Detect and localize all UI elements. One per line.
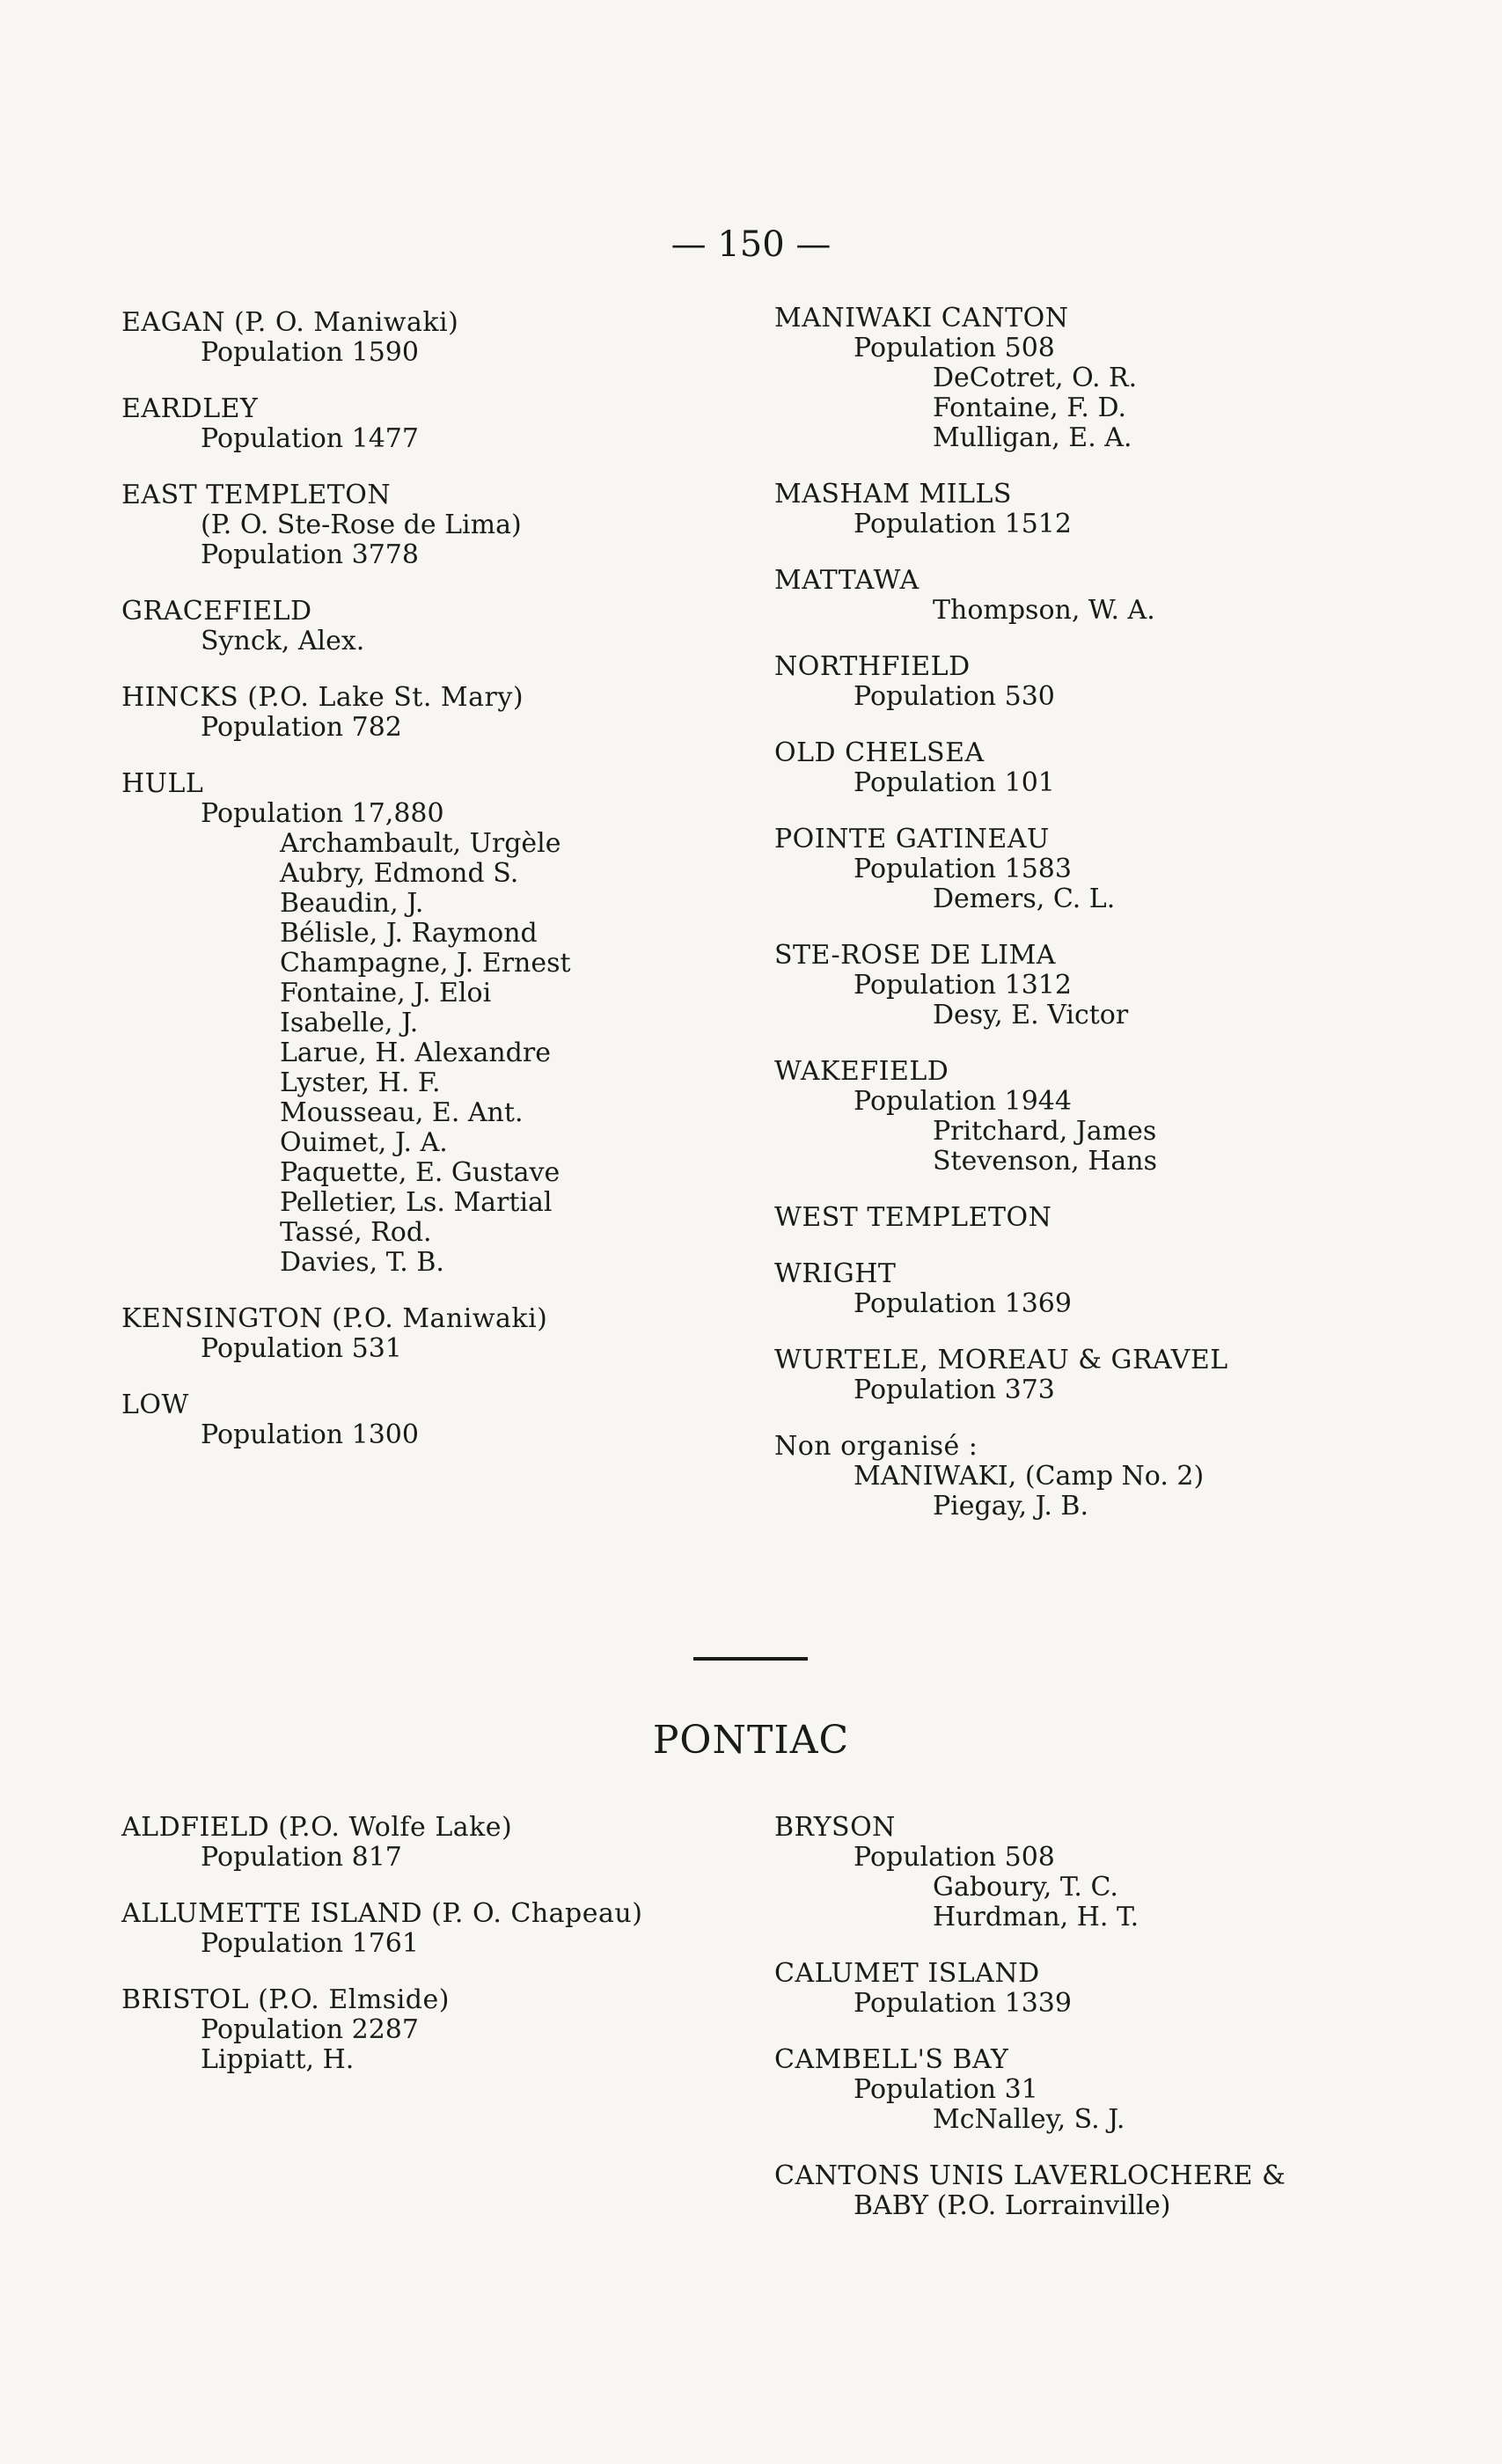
directory-entry [774,825,1478,914]
directory-entry [121,1813,790,1873]
place-name: ALLUMETTE ISLAND (P. O. Chapeau) [121,1898,643,1929]
directory-entry [774,652,1478,712]
person-name: Champagne, J. Ernest [280,948,571,979]
section-divider [693,1657,808,1661]
directory-entry [774,1259,1478,1319]
place-name: MANIWAKI CANTON [774,303,1069,334]
place-name: NORTHFIELD [774,651,971,682]
entry-detail: Population 1944 [854,1086,1072,1117]
place-name: LOW [121,1390,189,1420]
entry-detail: Population 1477 [201,423,419,454]
directory-entry [774,566,1478,626]
directory-entry [774,304,1478,453]
place-name: ALDFIELD (P.O. Wolfe Lake) [121,1812,513,1843]
directory-entry [774,1057,1478,1177]
directory-entry [121,597,790,656]
place-name: EAGAN (P. O. Maniwaki) [121,307,459,338]
entry-detail: Population 1583 [854,854,1072,884]
person-name: Ouimet, J. A. [280,1127,448,1158]
entry-detail: Population 1761 [201,1928,419,1959]
entry-detail: Population 3778 [201,539,419,570]
place-name: CANTONS UNIS LAVERLOCHERE & [774,2160,1286,2191]
entry-detail: Population 530 [854,681,1055,712]
person-name: McNalley, S. J. [933,2104,1125,2135]
place-name: WAKEFIELD [774,1056,949,1087]
place-name: STE-ROSE DE LIMA [774,940,1056,971]
person-name: Hurdman, H. T. [933,1902,1139,1932]
directory-entry [121,1390,790,1450]
entry-detail: Population 1300 [201,1419,419,1450]
person-name: DeCotret, O. R. [933,363,1138,393]
directory-entry [121,308,790,368]
right-column-bottom [774,1813,1478,2248]
person-name: Tassé, Rod. [280,1217,432,1248]
person-name: Mousseau, E. Ant. [280,1097,524,1128]
person-name: Fontaine, F. D. [933,392,1126,423]
directory-entry [121,769,790,1278]
entry-detail: MANIWAKI, (Camp No. 2) [854,1461,1205,1492]
place-name: KENSINGTON (P.O. Maniwaki) [121,1303,548,1334]
directory-entry [774,2161,1478,2221]
entry-detail: Population 508 [854,1842,1055,1873]
place-name: WRIGHT [774,1258,897,1289]
left-column-top [121,308,790,1477]
person-name: Mulligan, E. A. [933,422,1132,453]
directory-entry [774,1432,1478,1522]
person-name: Thompson, W. A. [933,595,1155,626]
directory-entry [774,1346,1478,1405]
directory-entry [774,480,1478,539]
place-name: HINCKS (P.O. Lake St. Mary) [121,682,524,713]
directory-entry [774,1959,1478,2019]
entry-detail: Population 782 [201,712,402,743]
person-name: Pelletier, Ls. Martial [280,1187,553,1218]
entry-detail: Population 17,880 [201,798,444,829]
entry-detail: (P. O. Ste-Rose de Lima) [201,510,522,540]
entry-detail: Population 1590 [201,337,419,368]
entry-detail: Population 531 [201,1333,402,1364]
directory-entry [121,1304,790,1364]
place-name: BRISTOL (P.O. Elmside) [121,1984,450,2015]
page-number: — 150 — [670,224,832,265]
directory-entry [774,1813,1478,1932]
entry-detail: BABY (P.O. Lorrainville) [854,2190,1171,2221]
entry-detail: Population 373 [854,1375,1055,1405]
right-column-top [774,304,1478,1548]
entry-detail: Population 1339 [854,1988,1072,2019]
person-name: Stevenson, Hans [933,1146,1157,1177]
place-name: MASHAM MILLS [774,479,1012,510]
place-name: BRYSON [774,1812,896,1843]
directory-entry [121,683,790,743]
person-name: Larue, H. Alexandre [280,1038,551,1068]
entry-detail: Population 508 [854,333,1055,363]
left-column-bottom [121,1813,790,2101]
person-name: Isabelle, J. [280,1008,419,1038]
place-name: POINTE GATINEAU [774,824,1050,854]
person-name: Aubry, Edmond S. [280,858,519,889]
entry-detail: Population 817 [201,1842,402,1873]
person-name: Davies, T. B. [280,1247,444,1278]
directory-entry [121,1985,790,2075]
entry-detail: Population 1369 [854,1288,1072,1319]
person-name: Fontaine, J. Eloi [280,978,492,1008]
person-name: Lyster, H. F. [280,1067,441,1098]
directory-entry [774,1203,1478,1233]
place-name: HULL [121,768,204,799]
directory-entry [774,941,1478,1030]
directory-entry [121,394,790,454]
place-name: Non organisé : [774,1431,978,1462]
entry-detail: Synck, Alex. [201,626,365,656]
entry-detail: Population 31 [854,2074,1038,2105]
county-heading: PONTIAC [652,1718,850,1763]
person-name: Archambault, Urgèle [280,828,561,859]
place-name: CALUMET ISLAND [774,1958,1040,1989]
person-name: Demers, C. L. [933,884,1116,914]
person-name: Beaudin, J. [280,888,424,919]
place-name: EAST TEMPLETON [121,480,392,510]
person-name: Pritchard, James [933,1116,1157,1147]
place-name: GRACEFIELD [121,596,312,627]
place-name: OLD CHELSEA [774,737,985,768]
directory-entry [774,2045,1478,2135]
entry-detail: Lippiatt, H. [201,2044,355,2075]
entry-detail: Population 1512 [854,509,1072,539]
directory-entry [121,1899,790,1959]
entry-detail: Population 1312 [854,970,1072,1001]
place-name: WEST TEMPLETON [774,1202,1052,1233]
person-name: Bélisle, J. Raymond [280,918,538,949]
entry-detail: Population 2287 [201,2014,419,2045]
directory-entry [121,480,790,570]
entry-detail: Population 101 [854,767,1055,798]
place-name: CAMBELL'S BAY [774,2044,1009,2075]
place-name: MATTAWA [774,565,920,596]
person-name: Gaboury, T. C. [933,1872,1118,1903]
place-name: EARDLEY [121,393,259,424]
person-name: Desy, E. Victor [933,1000,1129,1030]
directory-entry [774,738,1478,798]
person-name: Piegay, J. B. [933,1491,1089,1522]
person-name: Paquette, E. Gustave [280,1157,561,1188]
place-name: WURTELE, MOREAU & GRAVEL [774,1345,1228,1375]
